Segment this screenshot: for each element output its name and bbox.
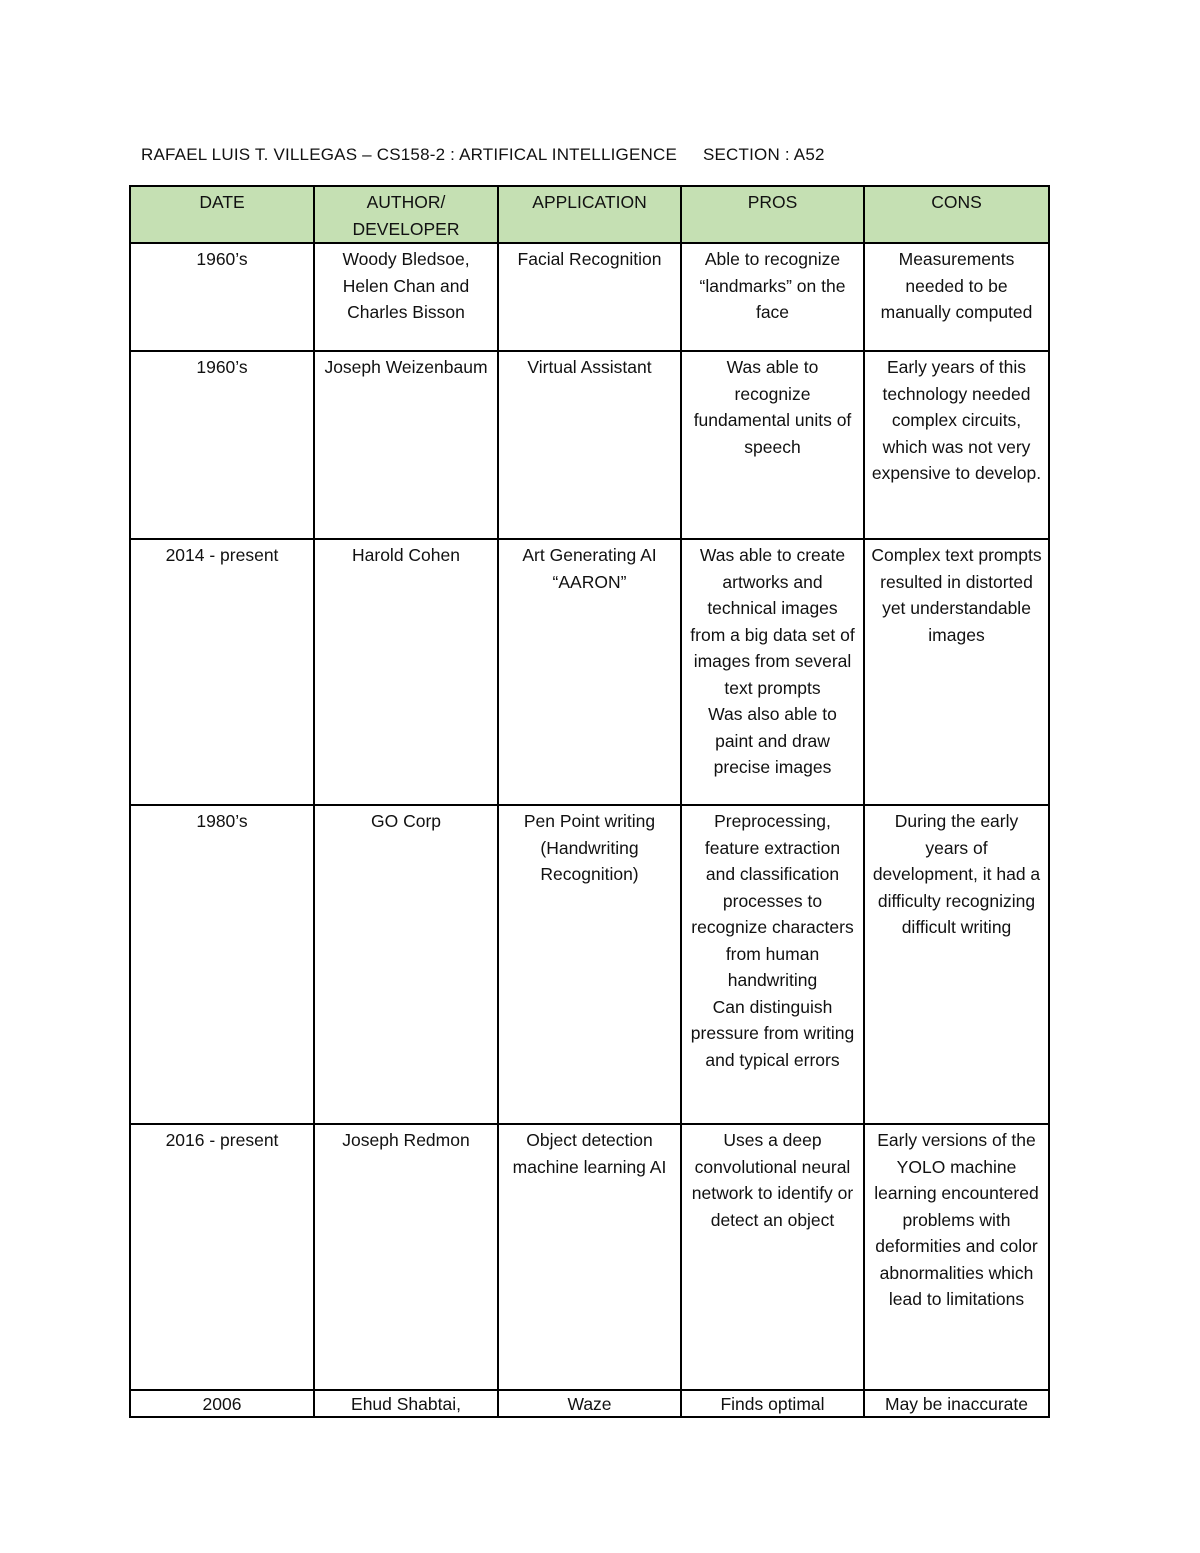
- cell-author: GO Corp: [314, 805, 498, 1124]
- cell-author: Harold Cohen: [314, 539, 498, 805]
- table-row: [130, 1390, 1049, 1417]
- pros-extra-text: Was also able to paint and draw precise images: [708, 704, 837, 777]
- cell-author: Woody Bledsoe, Helen Chan and Charles Bisson: [314, 243, 498, 351]
- table-row: [130, 351, 1049, 539]
- table-header-row: [130, 186, 1049, 243]
- pros-text: Was able to create artworks and technical images from a big data set of images from several text prompts: [690, 545, 855, 698]
- student-course-title: RAFAEL LUIS T. VILLEGAS – CS158-2 : ARTIFICAL INTELLIGENCE: [141, 145, 677, 164]
- cell-application: Facial Recognition: [498, 243, 681, 351]
- section-label: SECTION : A52: [702, 145, 825, 164]
- table-row: [130, 1124, 1049, 1390]
- cell-pros: [681, 539, 864, 805]
- cell-cons: Early years of this technology needed complex circuits, which was not very expensive to develop.: [864, 351, 1049, 539]
- document-heading: [141, 145, 825, 165]
- cell-application: Object detection machine learning AI: [498, 1124, 681, 1390]
- cell-cons: Measurements needed to be manually computed: [864, 243, 1049, 351]
- table-row: [130, 539, 1049, 805]
- cell-application: Pen Point writing (Handwriting Recognition): [498, 805, 681, 1124]
- header-application: APPLICATION: [498, 186, 681, 243]
- cell-cons: May be inaccurate: [864, 1390, 1049, 1417]
- ai-applications-table: [129, 185, 1050, 1418]
- cell-pros: Was able to recognize fundamental units of speech: [681, 351, 864, 539]
- cell-cons: During the early years of development, it had a difficulty recognizing difficult writing: [864, 805, 1049, 1124]
- header-date: DATE: [130, 186, 314, 243]
- cell-date: 1960’s: [130, 351, 314, 539]
- cell-author: Ehud Shabtai,: [314, 1390, 498, 1417]
- cell-application: Virtual Assistant: [498, 351, 681, 539]
- cell-date: 2014 - present: [130, 539, 314, 805]
- cell-date: 1980’s: [130, 805, 314, 1124]
- header-author-developer: AUTHOR/ DEVELOPER: [314, 186, 498, 243]
- cell-pros: Able to recognize “landmarks” on the face: [681, 243, 864, 351]
- pros-extra-text: Can distinguish pressure from writing and typical errors: [690, 996, 855, 1070]
- cell-author: Joseph Weizenbaum: [314, 351, 498, 539]
- cell-pros: Finds optimal: [681, 1390, 864, 1417]
- table-row: [130, 243, 1049, 351]
- header-cons: CONS: [864, 186, 1049, 243]
- cell-pros: Uses a deep convolutional neural network to identify or detect an object: [681, 1124, 864, 1390]
- table-row: [130, 805, 1049, 1124]
- pros-text: Preprocessing, feature extraction and classification processes to recognize characters from human handwriting: [691, 811, 854, 990]
- cell-date: 2006: [130, 1390, 314, 1417]
- cell-author: Joseph Redmon: [314, 1124, 498, 1390]
- cell-date: 2016 - present: [130, 1124, 314, 1390]
- cell-cons: Complex text prompts resulted in distorted yet understandable images: [864, 539, 1049, 805]
- cell-pros: [681, 805, 864, 1124]
- cell-application: Waze: [498, 1390, 681, 1417]
- cell-cons: Early versions of the YOLO machine learning encountered problems with deformities and color abnormalities which lead to limitations: [864, 1124, 1049, 1390]
- cell-date: 1960’s: [130, 243, 314, 351]
- header-pros: PROS: [681, 186, 864, 243]
- cell-application: Art Generating AI “AARON”: [498, 539, 681, 805]
